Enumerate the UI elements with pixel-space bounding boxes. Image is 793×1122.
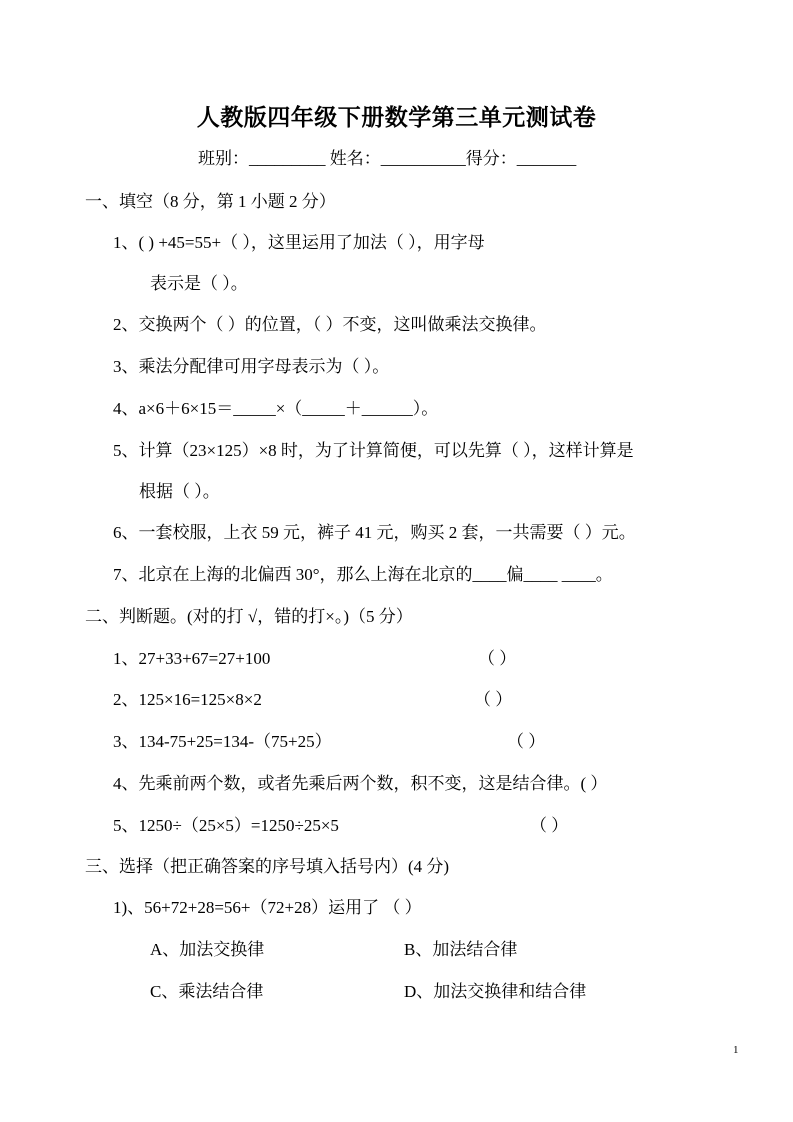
s1-question-5-line2: 根据（ ）。 — [139, 482, 220, 501]
student-info-line: 班别：_________ 姓名：__________得分：_______ — [198, 149, 577, 168]
s2-question-2: 2、125×16=125×8×2 — [113, 690, 262, 709]
s1-question-1-line2: 表示是（ ）。 — [150, 274, 248, 293]
s1-question-3: 3、乘法分配律可用字母表示为（ ）。 — [113, 357, 390, 376]
s2-answer-blank-3[interactable]: （ ） — [507, 732, 546, 751]
s3-option-b: B、加法结合律 — [404, 940, 518, 959]
s2-question-1: 1、27+33+67=27+100 — [113, 649, 271, 668]
s1-question-5-line1: 5、计算（23×125）×8 时，为了计算简便，可以先算（ ），这样计算是 — [113, 441, 634, 460]
s3-option-c: C、乘法结合律 — [150, 982, 264, 1001]
s3-option-d: D、加法交换律和结合律 — [404, 982, 587, 1001]
section3-heading: 三、选择（把正确答案的序号填入括号内）(4 分) — [85, 857, 450, 876]
page-number: 1 — [733, 1044, 739, 1056]
s1-question-1-line1: 1、( ) +45=55+（ ），这里运用了加法（ ），用字母 — [113, 233, 485, 252]
s2-answer-blank-1[interactable]: （ ） — [478, 649, 517, 668]
s1-question-6: 6、一套校服，上衣 59 元，裤子 41 元，购买 2 套，一共需要（ ）元。 — [113, 523, 636, 542]
section2-heading: 二、判断题。(对的打 √，错的打×。)（5 分） — [85, 607, 413, 626]
s2-question-3: 3、134-75+25=134-（75+25） — [113, 732, 332, 751]
s1-question-2: 2、交换两个（ ）的位置，（ ）不变，这叫做乘法交换律。 — [113, 315, 547, 334]
s1-question-4: 4、a×6＋6×15＝_____×（_____＋______）。 — [113, 399, 439, 418]
s2-answer-blank-2[interactable]: （ ） — [474, 690, 513, 709]
s2-question-4: 4、先乘前两个数，或者先乘后两个数，积不变，这是结合律。( ） — [113, 774, 608, 793]
s1-question-7: 7、北京在上海的北偏西 30°，那么上海在北京的____偏____ ____。 — [113, 565, 613, 584]
s3-option-a: A、加法交换律 — [150, 940, 265, 959]
page-title: 人教版四年级下册数学第三单元测试卷 — [196, 105, 597, 130]
s2-question-5: 5、1250÷（25×5）=1250÷25×5 — [113, 816, 339, 835]
s3-question-1: 1)、56+72+28=56+（72+28）运用了 （ ） — [113, 898, 422, 917]
section1-heading: 一、填空（8 分，第 1 小题 2 分） — [85, 192, 336, 211]
s2-answer-blank-5[interactable]: （ ） — [530, 816, 569, 835]
